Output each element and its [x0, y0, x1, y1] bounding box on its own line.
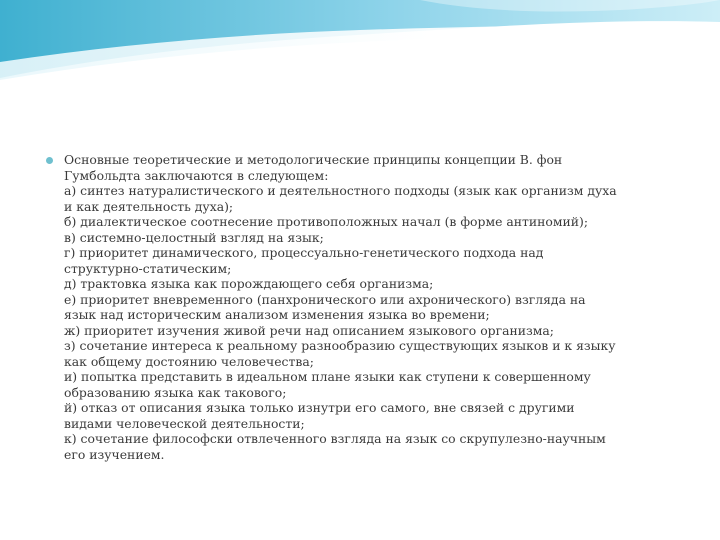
text-line: а) синтез натуралистического и деятельностного подходы (язык как организм духа	[64, 183, 617, 198]
bullet-list	[46, 152, 686, 462]
text-line: Гумбольдта заключаются в следующем:	[64, 167, 329, 183]
text-line: образованию языка как такового;	[64, 384, 287, 400]
text-line: его изучением.	[64, 446, 165, 462]
header-wave-decoration	[0, 0, 720, 90]
text-line: б) диалектическое соотнесение противоположных начал (в форме антиномий);	[64, 214, 588, 229]
text-line: д) трактовка языка как порождающего себя организма;	[64, 276, 434, 291]
text-line: язык над историческим анализом изменения языка во времени;	[64, 307, 490, 322]
text-line: г) приоритет динамического, процессуально-генетического подхода над	[64, 245, 544, 260]
text-line: в) системно-целостный взгляд на язык;	[64, 229, 324, 245]
text-line: видами человеческой деятельности;	[64, 415, 305, 431]
text-line: как общему достоянию человечества;	[64, 353, 314, 369]
text-line: й) отказ от описания языка только изнутри его самого, вне связей с другими	[64, 400, 575, 415]
text-line: к) сочетание философски отвлеченного взгляда на язык со скрупулезно-научным	[64, 431, 606, 446]
bullet-icon	[46, 157, 53, 164]
text-line: ж) приоритет изучения живой речи над описанием языкового организма;	[64, 322, 554, 338]
text-line: структурно-статическим;	[64, 260, 232, 276]
text-line: и как деятельность духа);	[64, 198, 234, 214]
text-line: Основные теоретические и методологические принципы концепции В. фон	[64, 152, 563, 167]
text-line: и) попытка представить в идеальном плане языки как ступени к совершенному	[64, 369, 591, 384]
text-line: з) сочетание интереса к реальному разнообразию существующих языков и к языку	[64, 338, 616, 353]
text-line: е) приоритет вневременного (панхронического или ахронического) взгляда на	[64, 291, 586, 307]
list-item	[46, 152, 686, 462]
